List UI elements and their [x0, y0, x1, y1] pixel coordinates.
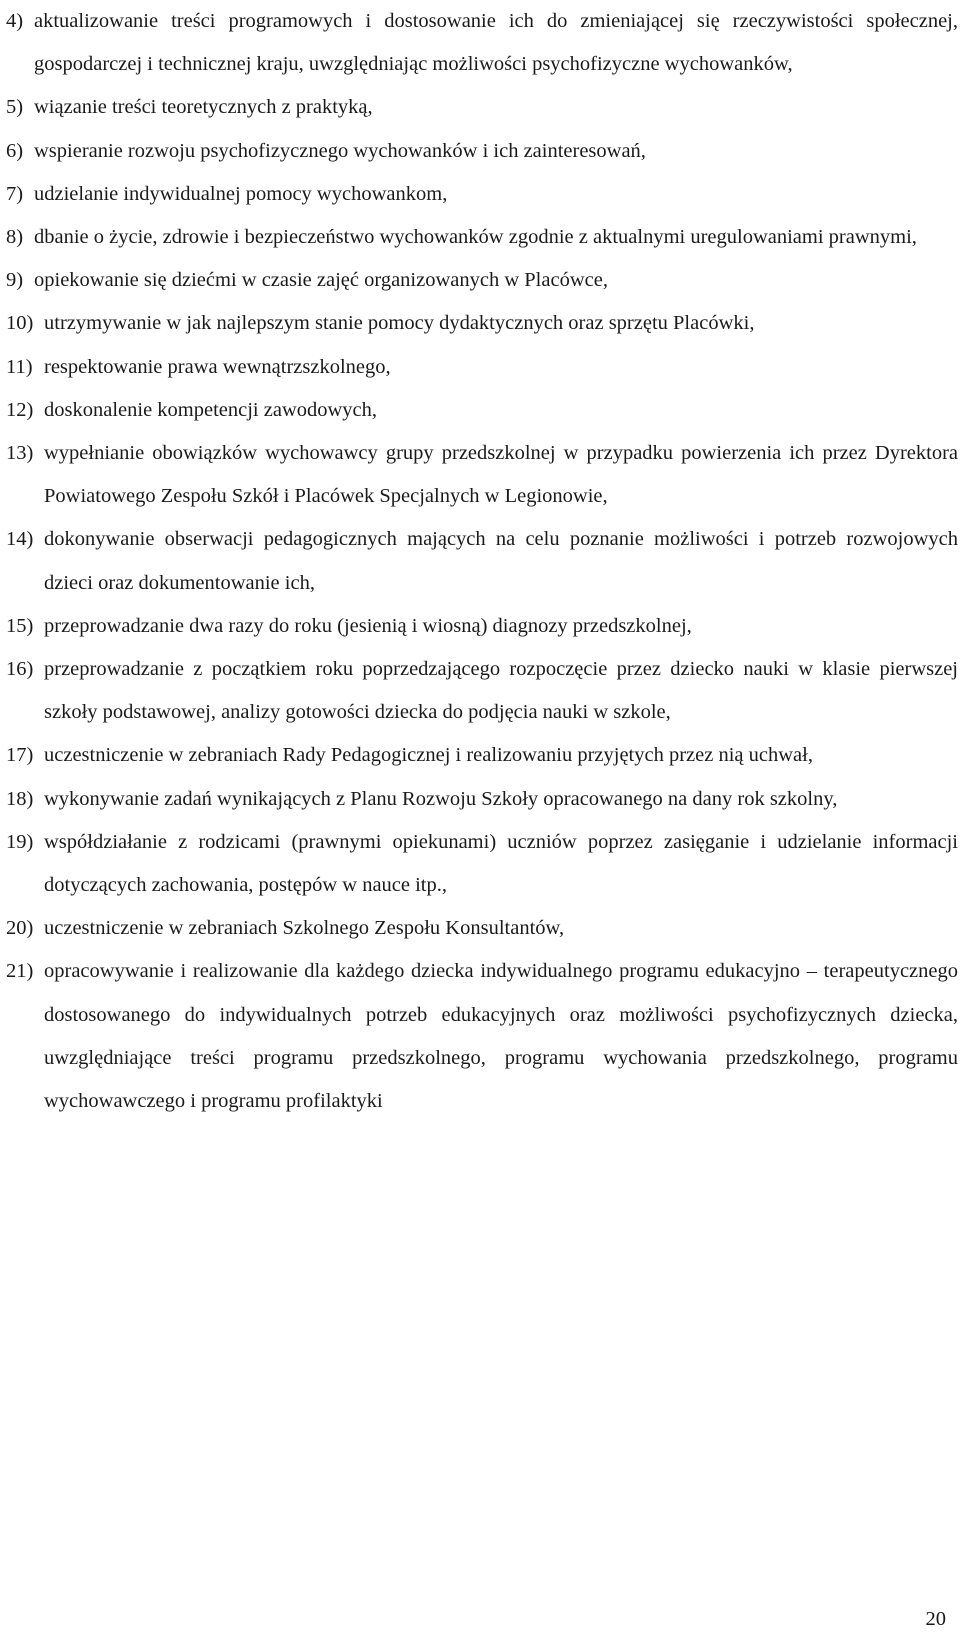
- list-item: [6, 432, 958, 518]
- list-item: [6, 216, 958, 259]
- item-number: 12): [6, 398, 34, 421]
- item-text: uczestniczenie w zebraniach Szkolnego Zespołu Konsultantów,: [44, 917, 565, 940]
- item-text: wspieranie rozwoju psychofizycznego wychowanków i ich zainteresowań,: [34, 139, 646, 162]
- item-text: respektowanie prawa wewnątrzszkolnego,: [44, 355, 391, 378]
- item-number: 4): [6, 10, 24, 32]
- list-item: [6, 648, 958, 734]
- list-item: [6, 86, 958, 129]
- item-text: aktualizowanie treści programowych i dostosowanie ich do zmieniającej się rzeczywistości społecznej, gospodarczej i technicznej kraju, uwzględniając możliwości psychofizyczne wychowanków,: [34, 10, 958, 76]
- item-number: 9): [6, 269, 24, 292]
- item-text: wykonywanie zadań wynikających z Planu Rozwoju Szkoły opracowanego na dany rok szkolny,: [44, 787, 838, 810]
- item-text: wiązanie treści teoretycznych z praktyką,: [34, 96, 373, 119]
- page-number: 20: [925, 1608, 946, 1630]
- item-text: przeprowadzanie z początkiem roku poprzedzającego rozpoczęcie przez dziecko nauki w klasie pierwszej szkoły podstawowej, analizy gotowości dziecka do podjęcia nauki w szkole,: [44, 658, 958, 724]
- list-item: [6, 130, 958, 173]
- item-number: 5): [6, 96, 24, 119]
- item-text: przeprowadzanie dwa razy do roku (jesienią i wiosną) diagnozy przedszkolnej,: [44, 614, 692, 637]
- item-text: uczestniczenie w zebraniach Rady Pedagogicznej i realizowaniu przyjętych przez nią uchwał,: [44, 744, 813, 767]
- list-item: [6, 346, 958, 389]
- item-number: 14): [6, 528, 34, 551]
- item-number: 8): [6, 226, 24, 249]
- item-number: 18): [6, 787, 34, 810]
- item-text: wypełnianie obowiązków wychowawcy grupy przedszkolnej w przypadku powierzenia ich przez Dyrektora Powiatowego Zespołu Szkół i Placówek Specjalnych w Legionowie,: [44, 442, 958, 508]
- item-text: opracowywanie i realizowanie dla każdego dziecka indywidualnego programu edukacyjno – terapeutycznego dostosowanego do indywidualnych potrzeb edukacyjnych oraz możliwości psychofizycznych dziecka, uwzględniające treści programu przedszkolnego, programu wychowania przedszkolnego, programu wychowawczego i programu profilaktyki: [44, 960, 958, 1113]
- item-text: doskonalenie kompetencji zawodowych,: [44, 398, 378, 421]
- item-text: dbanie o życie, zdrowie i bezpieczeństwo wychowanków zgodnie z aktualnymi uregulowaniami prawnymi,: [34, 226, 917, 249]
- duties-list: [6, 0, 958, 1123]
- item-text: udzielanie indywidualnej pomocy wychowankom,: [34, 182, 448, 205]
- list-item: [6, 778, 958, 821]
- item-number: 6): [6, 139, 24, 162]
- item-text: opiekowanie się dziećmi w czasie zajęć organizowanych w Placówce,: [34, 269, 608, 292]
- item-number: 21): [6, 960, 34, 983]
- list-item: [6, 173, 958, 216]
- item-text: utrzymywanie w jak najlepszym stanie pomocy dydaktycznych oraz sprzętu Placówki,: [44, 312, 755, 335]
- item-number: 13): [6, 442, 34, 465]
- item-number: 17): [6, 744, 34, 767]
- list-item: [6, 518, 958, 604]
- item-text: współdziałanie z rodzicami (prawnymi opiekunami) uczniów poprzez zasięganie i udzielanie informacji dotyczących zachowania, postępów w nauce itp.,: [44, 830, 958, 897]
- item-number: 10): [6, 312, 34, 335]
- list-item: [6, 907, 958, 950]
- list-item: [6, 389, 958, 432]
- item-number: 15): [6, 614, 34, 637]
- item-text: dokonywanie obserwacji pedagogicznych mających na celu poznanie możliwości i potrzeb rozwojowych dzieci oraz dokumentowanie ich,: [44, 528, 958, 594]
- list-item: [6, 302, 958, 345]
- list-item: [6, 821, 958, 907]
- item-number: 7): [6, 182, 24, 205]
- item-number: 16): [6, 658, 34, 681]
- item-number: 20): [6, 917, 34, 940]
- list-item: [6, 950, 958, 1123]
- item-number: 11): [6, 355, 33, 378]
- list-item: [6, 259, 958, 302]
- list-item: [6, 734, 958, 777]
- item-number: 19): [6, 830, 34, 853]
- list-item: [6, 605, 958, 648]
- list-item: [6, 0, 958, 86]
